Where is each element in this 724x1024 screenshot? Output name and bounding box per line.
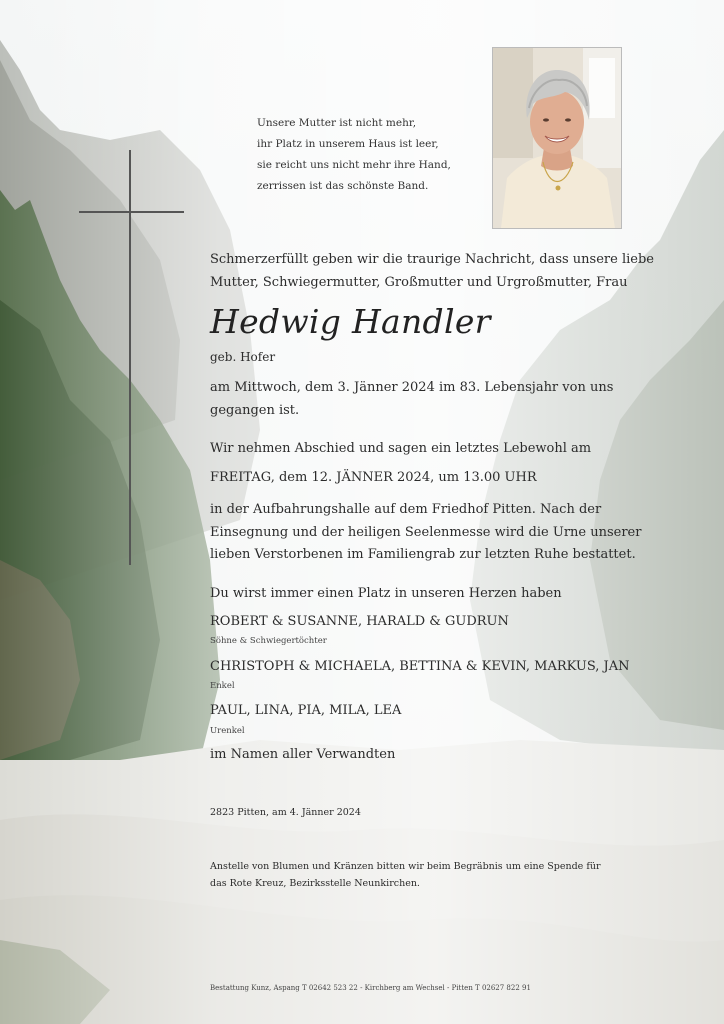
poem-line: sie reicht uns nicht mehr ihre Hand, bbox=[257, 159, 451, 171]
deceased-name: Hedwig Handler bbox=[210, 302, 491, 341]
portrait-photo bbox=[492, 47, 622, 229]
death-line: gegangen ist. bbox=[210, 403, 300, 418]
family-relation-sons: Söhne & Schwiegertöchter bbox=[210, 636, 327, 646]
donation-line: Anstelle von Blumen und Kränzen bitten wir beim Begräbnis um eine Spende für bbox=[210, 861, 601, 872]
donation-request bbox=[210, 858, 680, 892]
memorial-line: Du wirst immer einen Platz in unseren Herzen haben bbox=[210, 586, 562, 601]
announcement-intro bbox=[210, 248, 680, 294]
place-line: Einsegnung und der heiligen Seelenmesse wird die Urne unserer bbox=[210, 524, 642, 540]
poem-line: Unsere Mutter ist nicht mehr, bbox=[257, 117, 417, 129]
poem-line: zerrissen ist das schönste Band. bbox=[257, 180, 429, 192]
ceremony-place bbox=[210, 499, 680, 567]
family-names-grandchildren: CHRISTOPH & MICHAELA, BETTINA & KEVIN, MARKUS, JAN bbox=[210, 659, 630, 674]
place-line: in der Aufbahrungshalle auf dem Friedhof Pitten. Nach der bbox=[210, 502, 602, 517]
intro-line: Mutter, Schwiegermutter, Großmutter und Urgroßmutter, Frau bbox=[210, 275, 628, 290]
farewell-text: Wir nehmen Abschied und sagen ein letztes Lebewohl am bbox=[210, 441, 592, 456]
family-names-great-grandchildren: PAUL, LINA, PIA, MILA, LEA bbox=[210, 703, 402, 718]
death-line: am Mittwoch, dem 3. Jänner 2024 im 83. Lebensjahr von uns bbox=[210, 380, 614, 395]
place-and-date: 2823 Pitten, am 4. Jänner 2024 bbox=[210, 807, 361, 818]
cross-horizontal-bar bbox=[79, 211, 184, 213]
family-relation-grandchildren: Enkel bbox=[210, 681, 235, 691]
funeral-date: FREITAG, dem 12. JÄNNER 2024, um 13.00 UHR bbox=[210, 470, 537, 485]
poem-line: ihr Platz in unserem Haus ist leer, bbox=[257, 138, 439, 150]
date-of-death bbox=[210, 376, 680, 422]
place-line: lieben Verstorbenen im Familiengrab zur letzten Ruhe bestattet. bbox=[210, 547, 636, 562]
birth-name: geb. Hofer bbox=[210, 350, 276, 364]
poem bbox=[257, 113, 477, 197]
funeral-home-footer: Bestattung Kunz, Aspang T 02642 523 22 - Kirchberg am Wechsel - Pitten T 02627 822 91 bbox=[210, 984, 531, 992]
family-names-sons: ROBERT & SUSANNE, HARALD & GUDRUN bbox=[210, 614, 509, 629]
donation-line: das Rote Kreuz, Bezirksstelle Neunkirchen. bbox=[210, 878, 420, 889]
intro-line: Schmerzerfüllt geben wir die traurige Nachricht, dass unsere liebe bbox=[210, 252, 654, 267]
family-relation-great-grandchildren: Urenkel bbox=[210, 726, 245, 736]
relatives-line: im Namen aller Verwandten bbox=[210, 747, 396, 762]
